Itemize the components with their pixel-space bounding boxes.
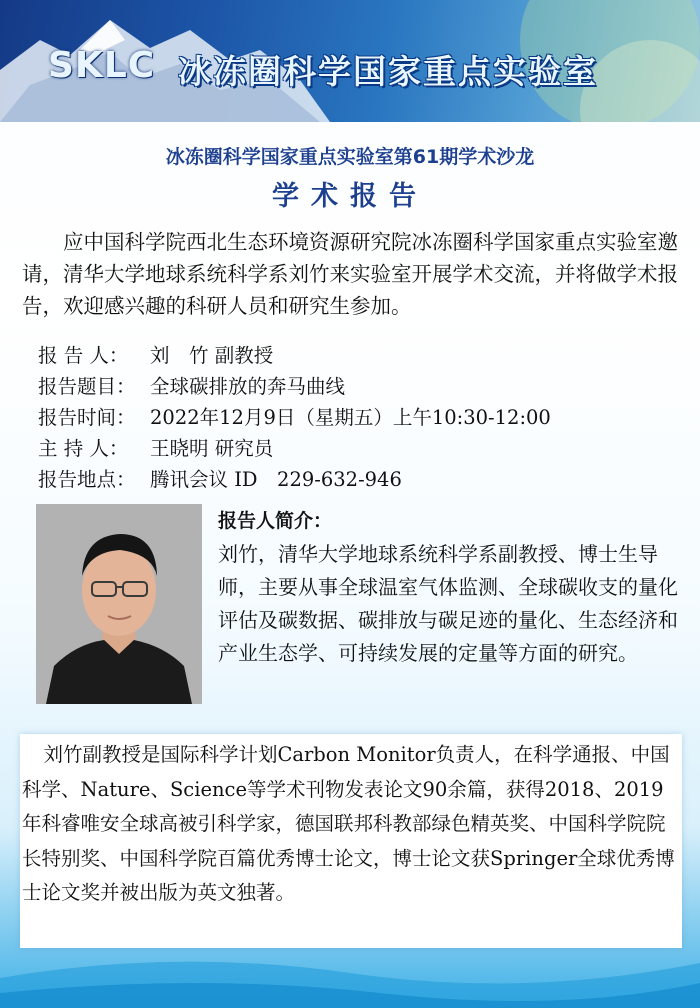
salon-title: 冰冻圈科学国家重点实验室第61期学术沙龙 [165,146,535,168]
info-row-location [38,464,678,495]
portrait-illustration [36,504,202,704]
info-label: 报 告 人： [38,344,129,367]
info-label: 报告地点： [38,468,136,491]
speaker-bio: 刘竹，清华大学地球系统科学系副教授、博士生导师，主要从事全球温室气体监测、全球碳收支的量化评估及碳数据、碳排放与碳足迹的量化、生态经济和产业生态学、可持续发展的定量等方面的研究。 [218,542,678,665]
speaker-photo [36,504,202,704]
info-value: 全球碳排放的奔马曲线 [150,375,346,398]
sklc-logo [48,40,155,90]
info-label: 主 持 人： [38,437,129,460]
info-value: 腾讯会议 ID 229-632-946 [150,468,402,491]
info-row-time [38,402,678,433]
info-value: 2022年12月9日（星期五）上午10:30-12:00 [150,406,551,429]
speaker-bio-heading: 报告人简介： [218,510,333,532]
report-info [38,340,678,495]
info-value: 刘 竹 副教授 [150,344,274,367]
info-value: 王晓明 研究员 [150,437,274,460]
header-banner [0,0,700,122]
info-row-speaker [38,340,678,371]
intro-paragraph: 应中国科学院西北生态环境资源研究院冰冻圈科学国家重点实验室邀请，清华大学地球系统科学系刘竹来实验室开展学术交流，并将做学术报告，欢迎感兴趣的科研人员和研究生参加。 [22,230,678,318]
info-label: 报告题目： [38,375,136,398]
info-label: 报告时间： [38,406,136,429]
logo-text: SKLC [48,44,156,86]
info-row-topic [38,371,678,402]
report-title: 学术报告 [272,181,428,212]
achievements-text: 刘竹副教授是国际科学计划Carbon Monitor负责人，在科学通报、中国科学、Nature、Science等学术刊物发表论文90余篇，获得2018、2019年科睿唯安全球高被引科学家，德国联邦科教部绿色精英奖、中国科学院院长特别奖、中国科学院百篇优秀博士论文，博士论文获Springer全球优秀博士论文奖并被出版为英文独著。 [22,743,675,904]
bottom-wave-decoration [0,938,700,1008]
lab-name: 冰冻圈科学国家重点实验室 [178,52,598,91]
info-row-host [38,433,678,464]
